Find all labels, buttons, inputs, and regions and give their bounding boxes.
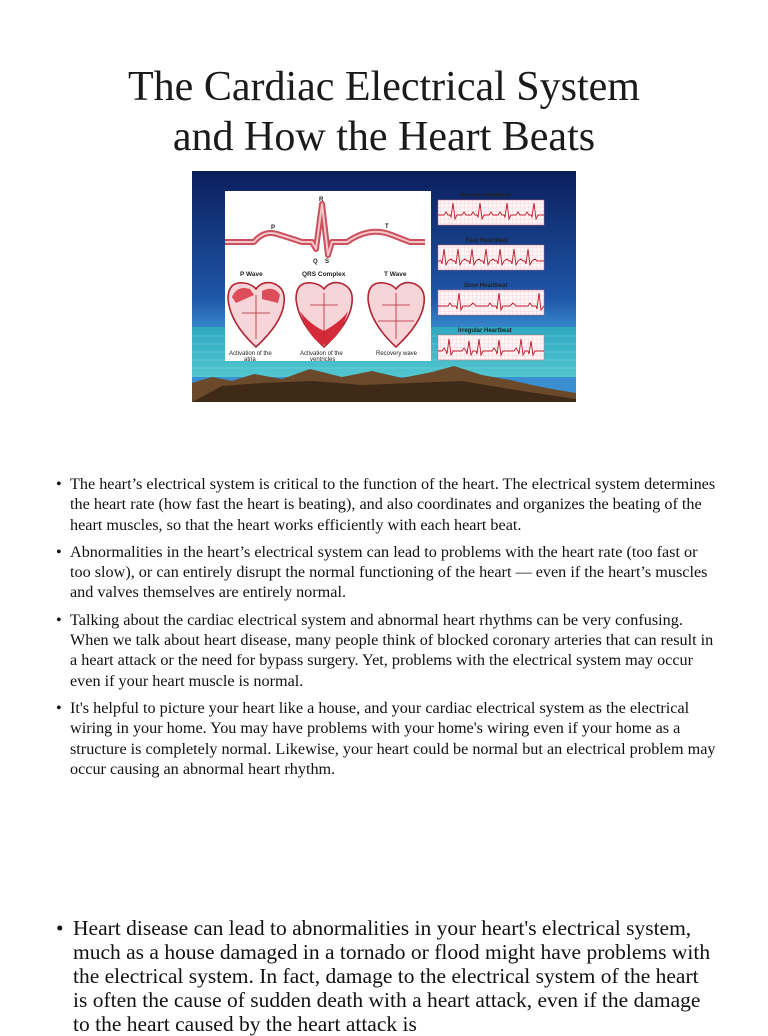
list-item-text: Abnormalities in the heart’s electrical system can lead to problems with the heart rate (too fast or too slow), or can entirely disrupt the normal functioning of the heart — even if the heart’s muscles and valves themselves are entirely normal. (70, 542, 708, 602)
cardiac-diagram (192, 171, 576, 402)
cardiac-diagram-svg (192, 171, 576, 402)
caption-ventricles-line-2: ventricles (310, 357, 336, 363)
wave-t-label: T (385, 224, 389, 230)
list-item-text: Talking about the cardiac electrical system and abnormal heart rhythms can be very confusing. When we talk about heart disease, many people think of blocked coronary arteries that can result in a heart attack or the need for bypass surgery. Yet, problems with the electrical system may occur even if your heart muscle is normal. (70, 610, 714, 690)
list-item (56, 916, 716, 1036)
list-item-text: The heart’s electrical system is critical to the function of the heart. The electrical system determines the heart rate (how fast the heart is beating), and also coordinates and organizes the beating of the heart muscles, so that the heart works efficiently with each heart beat. (70, 475, 716, 534)
page-title (0, 62, 768, 162)
rhythm-normal-label: Normal Heartbeat (460, 193, 511, 199)
caption-recovery: Recovery wave (376, 351, 418, 357)
list-item (56, 474, 716, 535)
list-item-text: Heart disease can lead to abnormalities in your heart's electrical system, much as a house damaged in a tornado or flood might have problems with the electrical system. In fact, damage to the electrical system of the heart is often the cause of sudden death with a heart attack, even if the damage to the heart caused by the heart attack is (73, 916, 711, 1036)
bullet-list-secondary (56, 916, 716, 1036)
rhythm-irregular-label: Irregular Heartbeat (458, 328, 512, 334)
rhythm-irregular-strip-grid (438, 335, 544, 360)
list-item (56, 698, 716, 779)
t-wave-title: T Wave (384, 271, 407, 278)
list-item (56, 610, 716, 691)
list-item (56, 542, 716, 603)
bullet-marker: • (56, 542, 62, 561)
bullet-marker: • (56, 916, 64, 940)
wave-r-label: R (319, 197, 324, 203)
rhythm-slow-strip-grid (438, 290, 544, 315)
wave-q-label: Q (313, 259, 318, 265)
caption-atria-line-2: atria (244, 357, 256, 363)
bullet-marker: • (56, 475, 62, 493)
caption-atria-line-1: Activation of the (229, 351, 272, 357)
bullet-list-primary (56, 474, 716, 786)
wave-s-label: S (325, 259, 330, 265)
wave-p-label: P (271, 225, 276, 231)
qrs-complex-title: QRS Complex (302, 271, 346, 278)
list-item-text: It's helpful to picture your heart like a house, and your cardiac electrical system as the electrical wiring in your home. You may have problems with your home's wiring even if your home as a structure is completely normal. Likewise, your heart could be normal but an electrical problem may occur causing an abnormal heart rhythm. (70, 698, 716, 778)
bullet-marker: • (56, 610, 62, 629)
bullet-marker: • (56, 698, 62, 717)
rhythm-slow-label: Slow Heartbeat (464, 283, 508, 289)
title-line-1: The Cardiac Electrical System (128, 64, 640, 110)
title-line-2: and How the Heart Beats (172, 114, 596, 160)
p-wave-title: P Wave (240, 271, 263, 278)
rhythm-fast-strip-grid (438, 245, 544, 270)
caption-ventricles-line-1: Activation of the (300, 351, 343, 357)
rhythm-fast-label: Fast Heartbeat (466, 238, 508, 244)
